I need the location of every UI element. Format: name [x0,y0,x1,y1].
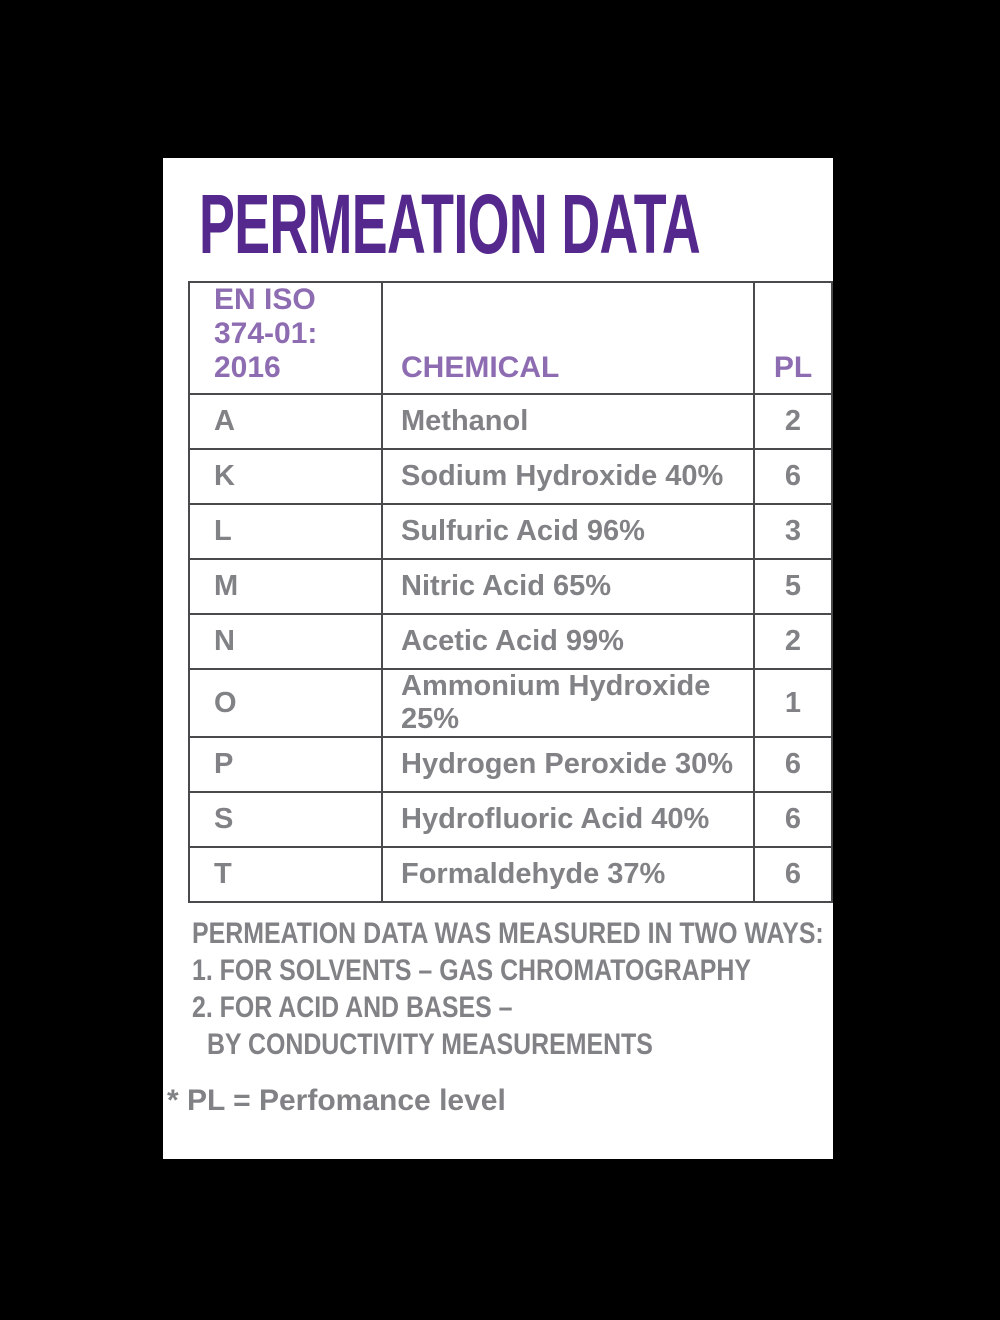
measurement-notes [192,915,824,1063]
table-row [189,737,832,792]
cell-chemical: Methanol [382,394,754,449]
cell-pl: 6 [754,792,832,847]
notes-item-1: 1. FOR SOLVENTS – GAS CHROMATOGRAPHY [192,954,751,987]
cell-code: T [189,847,382,902]
cell-chemical: Nitric Acid 65% [382,559,754,614]
table-row [189,614,832,669]
cell-pl: 3 [754,504,832,559]
cell-chemical: Acetic Acid 99% [382,614,754,669]
cell-chemical: Sodium Hydroxide 40% [382,449,754,504]
col-header-chemical: CHEMICAL [382,282,754,394]
cell-pl: 1 [754,669,832,737]
table-row [189,847,832,902]
cell-pl: 5 [754,559,832,614]
cell-pl: 2 [754,614,832,669]
cell-chemical: Sulfuric Acid 96% [382,504,754,559]
pl-footnote: * PL = Perfomance level [167,1084,506,1117]
standard-line2: 374-01: 2016 [214,317,318,384]
cell-code: A [189,394,382,449]
cell-pl: 6 [754,847,832,902]
cell-code: K [189,449,382,504]
cell-pl: 6 [754,449,832,504]
table-row [189,559,832,614]
cell-code: M [189,559,382,614]
table-row [189,792,832,847]
table-row [189,669,832,737]
table-row [189,394,832,449]
cell-chemical: Formaldehyde 37% [382,847,754,902]
datasheet-card [163,158,833,1159]
cell-code: N [189,614,382,669]
table-row [189,449,832,504]
cell-chemical: Hydrofluoric Acid 40% [382,792,754,847]
page-title: PERMEATION DATA [199,177,701,271]
cell-code: S [189,792,382,847]
cell-chemical: Ammonium Hydroxide 25% [382,669,754,737]
notes-heading: PERMEATION DATA WAS MEASURED IN TWO WAYS: [192,917,824,950]
notes-item-2-continued: BY CONDUCTIVITY MEASUREMENTS [206,1028,653,1061]
table-header-row [189,282,832,394]
cell-chemical: Hydrogen Peroxide 30% [382,737,754,792]
cell-pl: 2 [754,394,832,449]
cell-code: L [189,504,382,559]
cell-code: O [189,669,382,737]
col-header-standard [189,282,382,394]
table-row [189,504,832,559]
permeation-table [188,281,833,903]
cell-code: P [189,737,382,792]
col-header-pl: PL [754,282,832,394]
standard-line1: EN ISO [214,283,316,316]
notes-item-2: 2. FOR ACID AND BASES – [192,991,513,1024]
cell-pl: 6 [754,737,832,792]
